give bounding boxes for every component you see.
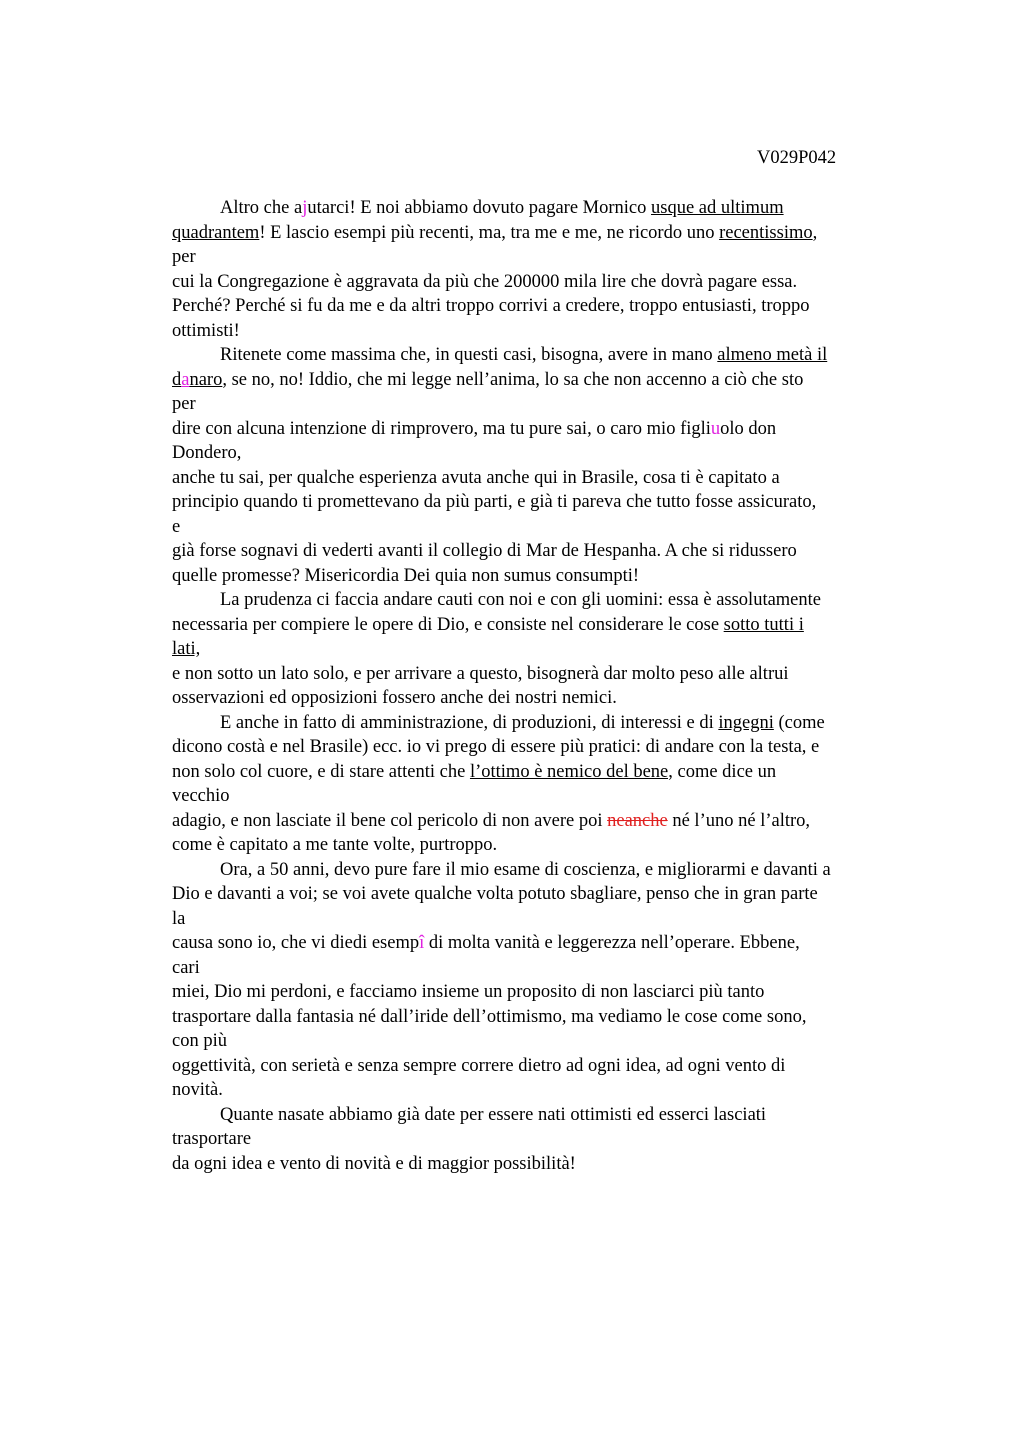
text-line (172, 735, 912, 760)
text-run: dicono costà e nel Brasile) ecc. io vi prego di essere più pratici: di andare con la testa, e (172, 737, 820, 757)
underlined-text: recentissimo (719, 222, 813, 243)
underlined-text: l’ottimo è nemico del bene, (469, 761, 673, 782)
underlined-text: d (172, 369, 182, 390)
text-run: già forse sognavi di vederti avanti il collegio di Mar de Hespanha. A che si ridussero (172, 541, 797, 561)
text-run: trasportare (172, 1129, 252, 1149)
text-run: né l’uno né l’altro, (667, 810, 811, 831)
text-line (172, 809, 912, 834)
text-run: oggettività, con serietà e senza sempre correre dietro ad ogni idea, ad ogni vento di (172, 1055, 786, 1076)
text-run: , se no, no! Iddio, che mi legge nell’anima, lo sa che non accenno a ciò che sto (222, 369, 804, 390)
text-run: dire con alcuna intenzione di rimprovero, ma tu pure sai, o caro mio figli (172, 418, 711, 439)
underlined-text: quadrantem (172, 222, 260, 243)
text-line (172, 1078, 912, 1103)
text-run: , (812, 222, 818, 243)
text-run: La prudenza ci faccia andare cauti con noi e con gli uomini: essa è assolutamente (220, 590, 821, 610)
text-run: Altro che a (220, 198, 303, 218)
text-run: con più (172, 1031, 227, 1051)
text-line (172, 441, 912, 466)
text-run: quelle promesse? Misericordia Dei quia non sumus consumpti! (172, 565, 640, 586)
text-line (172, 882, 912, 907)
text-run: Ritenete come massima che, in questi casi, bisogna, avere in mano (220, 345, 718, 365)
text-run: e (172, 516, 181, 537)
text-line (172, 833, 912, 858)
text-run: E anche in fatto di amministrazione, di produzioni, di interessi e di (220, 712, 719, 733)
text-run: e non sotto un lato solo, e per arrivare a questo, bisognerà dar molto peso alle altrui (172, 663, 789, 684)
text-run: non solo col cuore, e di stare attenti che (172, 761, 470, 782)
text-run: (come (773, 712, 825, 733)
text-line (172, 1103, 912, 1128)
text-line (172, 956, 912, 981)
text-line (172, 588, 912, 613)
text-line (172, 417, 912, 442)
text-run: per (172, 394, 196, 414)
deleted-word: neanche (607, 810, 668, 831)
correction-mark: j (302, 198, 308, 218)
text-run: Ora, a 50 anni, devo pure fare il mio esame di coscienza, e migliorarmi e davanti a (220, 859, 831, 880)
text-line (172, 245, 912, 270)
text-run: causa sono io, che vi diedi esemp (172, 933, 420, 953)
text-run: adagio, e non lasciate il bene col pericolo di non avere poi (172, 810, 608, 831)
text-run: Dio e davanti a voi; se voi avete qualche volta potuto sbagliare, penso che in gran parte (172, 884, 818, 904)
text-run: come dice un (672, 761, 777, 782)
text-line (172, 392, 912, 417)
text-run: novità. (172, 1080, 223, 1100)
text-run: necessaria per compiere le opere di Dio, e consiste nel considerare le cose (172, 614, 724, 635)
text-run: di molta vanità e leggerezza nell’operare. Ebbene, (424, 933, 800, 953)
text-run: Quante nasate abbiamo già date per essere nati ottimisti ed esserci lasciati (220, 1104, 767, 1125)
text-line (172, 539, 912, 564)
text-run: anche tu sai, per qualche esperienza avuta anche qui in Brasile, cosa ti è capitato a (172, 467, 780, 488)
text-line (172, 319, 912, 344)
correction-mark: u (710, 418, 721, 439)
text-line (172, 858, 912, 883)
text-run: trasportare dalla fantasia né dall’iride dell’ottimismo, ma vediamo le cose come sono, (172, 1006, 807, 1027)
letter-text (172, 196, 912, 1176)
text-run: da ogni idea e vento di novità e di maggior possibilità! (172, 1153, 576, 1174)
text-run: olo don (720, 418, 777, 439)
text-line (172, 490, 912, 515)
text-line (172, 1029, 912, 1054)
text-run: Perché? Perché si fu da me e da altri troppo corrivi a credere, troppo entusiasti, troppo (172, 296, 810, 316)
text-line (172, 613, 912, 638)
text-run: vecchio (172, 786, 230, 806)
text-line (172, 343, 912, 368)
text-line (172, 1152, 912, 1177)
text-run: Dondero, (172, 443, 242, 463)
text-run: la (172, 908, 186, 929)
text-run: principio quando ti promettevano da più parti, e già ti pareva che tutto fosse assicurato, (172, 492, 817, 512)
underlined-text: usque ad ultimum (651, 198, 784, 218)
text-run: miei, Dio mi perdoni, e facciamo insieme un proposito di non lasciarci più tanto (172, 982, 765, 1002)
text-line (172, 1127, 912, 1152)
text-run: per (172, 247, 196, 267)
text-line (172, 686, 912, 711)
text-run: cui la Congregazione è aggravata da più che 200000 mila lire che dovrà pagare essa. (172, 271, 798, 292)
underlined-text: naro (189, 369, 223, 390)
text-line (172, 196, 912, 221)
underlined-text: sotto tutti i (723, 614, 804, 635)
underlined-text: almeno metà il (717, 345, 828, 365)
text-line (172, 564, 912, 589)
text-run: come è capitato a me tante volte, purtroppo. (172, 835, 498, 855)
text-line (172, 1005, 912, 1030)
page-id: V029P042 (757, 148, 837, 168)
text-line (172, 980, 912, 1005)
text-line (172, 294, 912, 319)
text-line (172, 1054, 912, 1079)
correction-mark: a (181, 369, 190, 390)
underlined-text: lati, (172, 639, 201, 659)
text-run: utarci! E noi abbiamo dovuto pagare Mornico (307, 198, 652, 218)
text-line (172, 221, 912, 246)
text-line (172, 907, 912, 932)
text-line (172, 711, 912, 736)
text-run: osservazioni ed opposizioni fossero anche dei nostri nemici. (172, 688, 617, 708)
text-run: ! E lascio esempi più recenti, ma, tra me e me, ne ricordo uno (259, 222, 720, 243)
text-line (172, 760, 912, 785)
text-line (172, 368, 912, 393)
correction-mark: î (419, 933, 425, 953)
text-line (172, 662, 912, 687)
text-line (172, 270, 912, 295)
text-line (172, 637, 912, 662)
text-run: ottimisti! (172, 320, 240, 341)
text-line (172, 466, 912, 491)
text-run: cari (172, 957, 200, 978)
text-line (172, 931, 912, 956)
text-line (172, 784, 912, 809)
text-line (172, 515, 912, 540)
underlined-text: ingegni (718, 712, 774, 733)
